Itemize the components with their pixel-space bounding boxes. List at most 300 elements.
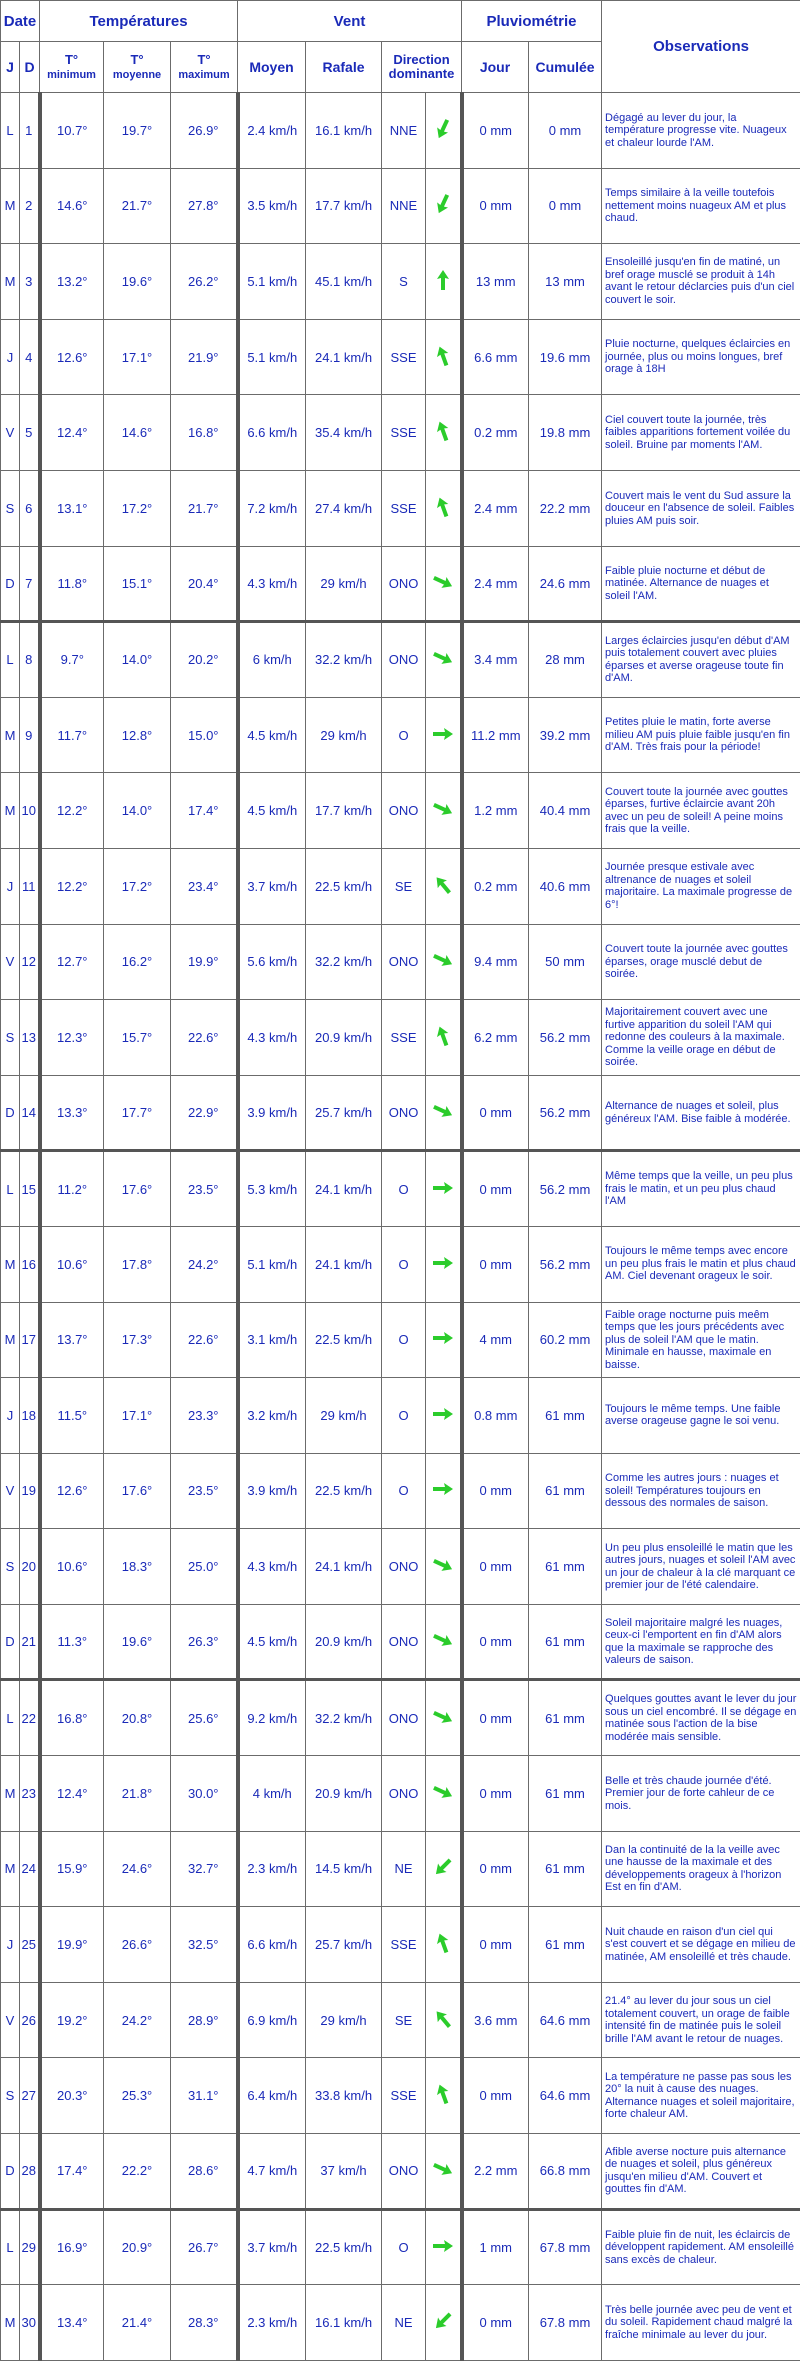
wind-arrow-icon [432,345,454,367]
temp-min: 11.3° [40,1604,104,1680]
rain-cumul: 61 mm [529,1378,602,1454]
wind-arrow-icon [432,723,454,745]
wind-gust: 25.7 km/h [306,1907,382,1983]
wind-direction: SE [382,1982,426,2058]
day-number: 20 [20,1529,40,1605]
temp-mean: 17.7° [104,1075,171,1151]
wind-gust: 17.7 km/h [306,773,382,849]
wind-gust: 22.5 km/h [306,1302,382,1378]
rain-cumul: 67.8 mm [529,2285,602,2361]
day-letter: M [1,244,20,320]
observation: Même temps que la veille, un peu plus frais le matin, et un peu plus chaud l'AM [602,1151,800,1227]
header-temperatures: Températures [40,1,238,42]
header-wind-direction: Direction dominante [382,42,462,93]
table-row [1,2285,800,2361]
day-letter: M [1,1756,20,1832]
wind-arrow-cell [426,244,462,320]
table-row [1,93,800,169]
temp-mean: 16.2° [104,924,171,1000]
day-number: 29 [20,2209,40,2285]
wind-arrow-cell [426,1378,462,1454]
day-letter: L [1,622,20,698]
temp-mean: 14.0° [104,622,171,698]
rain-day: 6.6 mm [462,319,529,395]
temp-min: 11.8° [40,546,104,622]
wind-mean: 6.9 km/h [238,1982,306,2058]
temp-min: 17.4° [40,2134,104,2210]
header-wind-gust: Rafale [306,42,382,93]
observation: Ensoleillé jusqu'en fin de matiné, un bref orage musclé se produit à 14h avant le retour déclarcies puis d'un ciel couvert le soir. [602,244,800,320]
day-letter: D [1,2134,20,2210]
day-number: 8 [20,622,40,698]
temp-mean: 21.7° [104,168,171,244]
rain-day: 6.2 mm [462,1000,529,1076]
day-letter: V [1,1453,20,1529]
observation: Un peu plus ensoleillé le matin que les autres jours, nuages et soleil l'AM avec un jour de chaleur à la clé marquant ce premier jour de l'été calendaire. [602,1529,800,1605]
rain-day: 4 mm [462,1302,529,1378]
table-row [1,1453,800,1529]
observation: Faible pluie nocturne et début de matinée. Alternance de nuages et soleil l'AM. [602,546,800,622]
wind-mean: 5.1 km/h [238,319,306,395]
day-number: 18 [20,1378,40,1454]
rain-day: 0 mm [462,1075,529,1151]
wind-direction: ONO [382,546,426,622]
temp-mean: 17.8° [104,1226,171,1302]
observation: Toujours le même temps avec encore un peu plus frais le matin et plus chaud AM. Ciel devenant orageux le soir. [602,1226,800,1302]
temp-mean: 19.6° [104,1604,171,1680]
wind-arrow-icon [432,1252,454,1274]
table-row [1,1000,800,1076]
day-number: 10 [20,773,40,849]
observation: Toujours le même temps. Une faible averse orageuse gagne le soi venu. [602,1378,800,1454]
day-letter: D [1,1604,20,1680]
temp-mean: 17.3° [104,1302,171,1378]
temp-min: 12.2° [40,848,104,924]
temp-max: 22.9° [171,1075,238,1151]
rain-day: 2.4 mm [462,470,529,546]
wind-arrow-cell [426,1982,462,2058]
wind-direction: ONO [382,924,426,1000]
wind-gust: 22.5 km/h [306,1453,382,1529]
table-row [1,1302,800,1378]
wind-mean: 6.4 km/h [238,2058,306,2134]
temp-max: 17.4° [171,773,238,849]
temp-min: 12.3° [40,1000,104,1076]
table-row [1,1831,800,1907]
table-row [1,395,800,471]
wind-direction: SSE [382,1000,426,1076]
wind-arrow-cell [426,1075,462,1151]
wind-arrow-icon [432,1478,454,1500]
day-number: 16 [20,1226,40,1302]
temp-max: 28.3° [171,2285,238,2361]
rain-cumul: 40.4 mm [529,773,602,849]
temp-mean: 22.2° [104,2134,171,2210]
day-number: 19 [20,1453,40,1529]
day-letter: L [1,1151,20,1227]
wind-arrow-cell [426,1831,462,1907]
header-pluviometrie: Pluviométrie [462,1,602,42]
wind-arrow-cell [426,622,462,698]
wind-gust: 22.5 km/h [306,848,382,924]
observation: Faible pluie fin de nuit, les éclaircis de développent rapidement. AM ensoleillé sans excès de chaleur. [602,2209,800,2285]
temp-max: 31.1° [171,2058,238,2134]
day-number: 27 [20,2058,40,2134]
wind-direction: ONO [382,1756,426,1832]
rain-day: 0 mm [462,1604,529,1680]
rain-day: 0 mm [462,1151,529,1227]
temp-min: 12.4° [40,395,104,471]
header-day-number: D [20,42,40,93]
wind-mean: 4.3 km/h [238,1529,306,1605]
wind-direction: NE [382,1831,426,1907]
temp-max: 21.9° [171,319,238,395]
wind-arrow-icon [432,798,454,820]
table-row [1,697,800,773]
table-row [1,2134,800,2210]
wind-direction: O [382,697,426,773]
wind-mean: 4.3 km/h [238,1000,306,1076]
day-number: 14 [20,1075,40,1151]
observation: Pluie nocturne, quelques éclaircies en journée, plus ou moins longues, bref orage à 18H [602,319,800,395]
rain-day: 0 mm [462,1453,529,1529]
wind-arrow-icon [432,269,454,291]
rain-cumul: 60.2 mm [529,1302,602,1378]
temp-min: 16.8° [40,1680,104,1756]
temp-min: 11.2° [40,1151,104,1227]
day-number: 1 [20,93,40,169]
table-row [1,244,800,320]
day-number: 24 [20,1831,40,1907]
wind-arrow-cell [426,924,462,1000]
wind-arrow-cell [426,1529,462,1605]
wind-gust: 24.1 km/h [306,319,382,395]
rain-day: 0 mm [462,1226,529,1302]
wind-arrow-icon [432,1706,454,1728]
table-row [1,319,800,395]
temp-min: 15.9° [40,1831,104,1907]
temp-max: 23.5° [171,1151,238,1227]
temp-max: 32.5° [171,1907,238,1983]
wind-arrow-icon [432,1327,454,1349]
wind-arrow-cell [426,697,462,773]
temp-max: 22.6° [171,1000,238,1076]
day-letter: M [1,1302,20,1378]
temp-min: 12.4° [40,1756,104,1832]
wind-direction: SSE [382,470,426,546]
rain-cumul: 67.8 mm [529,2209,602,2285]
wind-mean: 2.3 km/h [238,2285,306,2361]
wind-gust: 20.9 km/h [306,1604,382,1680]
temp-min: 13.3° [40,1075,104,1151]
wind-direction: O [382,1226,426,1302]
wind-arrow-cell [426,319,462,395]
wind-arrow-cell [426,1453,462,1529]
day-number: 9 [20,697,40,773]
header-rain-cumul: Cumulée [529,42,602,93]
temp-mean: 20.9° [104,2209,171,2285]
wind-arrow-cell [426,848,462,924]
temp-min: 10.6° [40,1529,104,1605]
wind-mean: 4.5 km/h [238,1604,306,1680]
rain-cumul: 61 mm [529,1529,602,1605]
header-vent: Vent [238,1,462,42]
day-letter: M [1,1831,20,1907]
temp-min: 20.3° [40,2058,104,2134]
wind-arrow-icon [432,1554,454,1576]
wind-arrow-cell [426,1604,462,1680]
temp-mean: 17.1° [104,319,171,395]
observation: Larges éclaircies jusqu'en début d'AM puis totalement couvert avec pluies éparses et averse orageuse toute fin d'AM. [602,622,800,698]
wind-arrow-cell [426,470,462,546]
temp-min: 13.4° [40,2285,104,2361]
rain-cumul: 22.2 mm [529,470,602,546]
wind-direction: O [382,1453,426,1529]
observation: Soleil majoritaire malgré les nuages, ceux-ci l'emportent en fin d'AM alors que la maximale se rapproche des valeurs de saison. [602,1604,800,1680]
temp-min: 14.6° [40,168,104,244]
temp-mean: 14.6° [104,395,171,471]
temp-mean: 21.4° [104,2285,171,2361]
rain-day: 9.4 mm [462,924,529,1000]
observation: Majoritairement couvert avec une furtive apparition du soleil l'AM qui redonne des couleurs à la maximale. Comme la veille orage en début de soirée. [602,1000,800,1076]
table-row [1,1907,800,1983]
table-row [1,1982,800,2058]
temp-max: 20.4° [171,546,238,622]
wind-gust: 29 km/h [306,1982,382,2058]
day-number: 21 [20,1604,40,1680]
temp-max: 28.9° [171,1982,238,2058]
wind-arrow-cell [426,2058,462,2134]
table-row [1,773,800,849]
rain-day: 0 mm [462,1529,529,1605]
wind-gust: 16.1 km/h [306,2285,382,2361]
wind-arrow-cell [426,773,462,849]
rain-cumul: 66.8 mm [529,2134,602,2210]
wind-direction: NNE [382,168,426,244]
wind-mean: 4.5 km/h [238,697,306,773]
temp-min: 16.9° [40,2209,104,2285]
rain-day: 1 mm [462,2209,529,2285]
wind-direction: O [382,1151,426,1227]
observation: Couvert mais le vent du Sud assure la douceur en l'absence de soleil. Faibles pluies AM puis soir. [602,470,800,546]
wind-gust: 22.5 km/h [306,2209,382,2285]
wind-mean: 4.3 km/h [238,546,306,622]
temp-mean: 17.1° [104,1378,171,1454]
wind-arrow-icon [432,1100,454,1122]
wind-mean: 5.3 km/h [238,1151,306,1227]
header-observations: Observations [602,1,800,93]
temp-mean: 15.1° [104,546,171,622]
wind-mean: 6 km/h [238,622,306,698]
rain-day: 2.4 mm [462,546,529,622]
wind-gust: 14.5 km/h [306,1831,382,1907]
rain-cumul: 19.6 mm [529,319,602,395]
observation: Ciel couvert toute la journée, très faibles apparitions fortement voilée du soleil. Bruine par moments l'AM. [602,395,800,471]
wind-gust: 20.9 km/h [306,1756,382,1832]
temp-mean: 25.3° [104,2058,171,2134]
wind-gust: 25.7 km/h [306,1075,382,1151]
observation: Dan la continuité de la la veille avec une hausse de la maximale et des développements orageux à l'horizon Est en fin d'AM. [602,1831,800,1907]
observation: Afible averse nocture puis alternance de nuages et soleil, plus généreux jusqu'en milieu d'AM. Couvert et gouttes fin d'AM. [602,2134,800,2210]
wind-arrow-cell [426,1756,462,1832]
rain-cumul: 13 mm [529,244,602,320]
wind-mean: 3.1 km/h [238,1302,306,1378]
temp-max: 24.2° [171,1226,238,1302]
table-row [1,546,800,622]
wind-mean: 3.9 km/h [238,1075,306,1151]
temp-mean: 19.6° [104,244,171,320]
rain-day: 3.4 mm [462,622,529,698]
observation: Dégagé au lever du jour, la température progresse vite. Nuageux et chaleur lourde l'AM. [602,93,800,169]
temp-max: 28.6° [171,2134,238,2210]
day-number: 6 [20,470,40,546]
day-number: 17 [20,1302,40,1378]
rain-day: 0.2 mm [462,395,529,471]
wind-arrow-cell [426,395,462,471]
rain-day: 0 mm [462,93,529,169]
observation: Alternance de nuages et soleil, plus généreux l'AM. Bise faible à modérée. [602,1075,800,1151]
wind-mean: 5.1 km/h [238,1226,306,1302]
rain-cumul: 64.6 mm [529,1982,602,2058]
table-row [1,1604,800,1680]
temp-max: 26.3° [171,1604,238,1680]
rain-cumul: 28 mm [529,622,602,698]
wind-gust: 32.2 km/h [306,622,382,698]
wind-arrow-icon [432,1781,454,1803]
rain-cumul: 56.2 mm [529,1075,602,1151]
wind-gust: 24.1 km/h [306,1151,382,1227]
rain-day: 0.2 mm [462,848,529,924]
wind-gust: 32.2 km/h [306,1680,382,1756]
temp-min: 12.6° [40,319,104,395]
wind-arrow-icon [432,571,454,593]
temp-mean: 24.2° [104,1982,171,2058]
wind-mean: 4.5 km/h [238,773,306,849]
temp-mean: 19.7° [104,93,171,169]
temp-min: 9.7° [40,622,104,698]
wind-arrow-icon [432,420,454,442]
rain-cumul: 61 mm [529,1680,602,1756]
wind-mean: 3.7 km/h [238,2209,306,2285]
wind-direction: SSE [382,395,426,471]
temp-mean: 15.7° [104,1000,171,1076]
observation: Quelques gouttes avant le lever du jour sous un ciel encombré. Il se dégage en matinée sous l'action de la bise modérée mais sensible. [602,1680,800,1756]
temp-min: 12.6° [40,1453,104,1529]
rain-cumul: 56.2 mm [529,1226,602,1302]
rain-day: 0 mm [462,168,529,244]
day-number: 3 [20,244,40,320]
temp-min: 10.7° [40,93,104,169]
temp-max: 26.2° [171,244,238,320]
wind-direction: SSE [382,319,426,395]
table-row [1,168,800,244]
day-number: 22 [20,1680,40,1756]
day-number: 11 [20,848,40,924]
day-number: 5 [20,395,40,471]
day-letter: S [1,2058,20,2134]
day-letter: S [1,1529,20,1605]
day-letter: L [1,2209,20,2285]
rain-cumul: 61 mm [529,1453,602,1529]
temp-mean: 14.0° [104,773,171,849]
day-number: 30 [20,2285,40,2361]
rain-cumul: 50 mm [529,924,602,1000]
wind-arrow-cell [426,1680,462,1756]
wind-arrow-icon [432,2083,454,2105]
rain-day: 0.8 mm [462,1378,529,1454]
wind-arrow-cell [426,1302,462,1378]
temp-mean: 20.8° [104,1680,171,1756]
table-row [1,2058,800,2134]
rain-cumul: 19.8 mm [529,395,602,471]
wind-mean: 3.9 km/h [238,1453,306,1529]
rain-cumul: 24.6 mm [529,546,602,622]
table-row [1,1529,800,1605]
day-letter: V [1,1982,20,2058]
temp-mean: 17.2° [104,848,171,924]
rain-cumul: 61 mm [529,1831,602,1907]
day-letter: L [1,1680,20,1756]
observation: Très belle journée avec peu de vent et du soleil. Rapidement chaud malgré la fraîche minimale au lever du jour. [602,2285,800,2361]
table-row [1,1756,800,1832]
wind-mean: 6.6 km/h [238,395,306,471]
rain-cumul: 0 mm [529,168,602,244]
wind-direction: SE [382,848,426,924]
temp-mean: 21.8° [104,1756,171,1832]
wind-mean: 5.6 km/h [238,924,306,1000]
rain-day: 0 mm [462,2058,529,2134]
temp-min: 11.7° [40,697,104,773]
wind-arrow-icon [432,874,454,896]
observation: Journée presque estivale avec altrenance de nuages et soleil majoritaire. La maximale progresse de 6°! [602,848,800,924]
wind-arrow-cell [426,93,462,169]
day-letter: M [1,2285,20,2361]
temp-max: 25.6° [171,1680,238,1756]
wind-direction: S [382,244,426,320]
day-letter: M [1,1226,20,1302]
temp-mean: 12.8° [104,697,171,773]
temp-max: 23.5° [171,1453,238,1529]
table-row [1,622,800,698]
wind-mean: 9.2 km/h [238,1680,306,1756]
temp-min: 12.7° [40,924,104,1000]
day-letter: L [1,93,20,169]
wind-direction: O [382,2209,426,2285]
rain-day: 13 mm [462,244,529,320]
wind-arrow-icon [432,2008,454,2030]
table-row [1,924,800,1000]
wind-arrow-icon [432,647,454,669]
wind-gust: 20.9 km/h [306,1000,382,1076]
rain-day: 11.2 mm [462,697,529,773]
temp-max: 22.6° [171,1302,238,1378]
day-number: 12 [20,924,40,1000]
header-day-letter: J [1,42,20,93]
temp-mean: 17.6° [104,1151,171,1227]
wind-gust: 17.7 km/h [306,168,382,244]
temp-max: 21.7° [171,470,238,546]
wind-gust: 32.2 km/h [306,924,382,1000]
table-row [1,1075,800,1151]
temp-max: 23.3° [171,1378,238,1454]
temp-min: 19.9° [40,1907,104,1983]
wind-arrow-icon [432,1629,454,1651]
wind-arrow-icon [432,1932,454,1954]
wind-mean: 2.3 km/h [238,1831,306,1907]
wind-gust: 24.1 km/h [306,1529,382,1605]
wind-arrow-icon [432,193,454,215]
observation: Petites pluie le matin, forte averse milieu AM puis pluie faible jusqu'en fin d'AM. Très frais pour la période! [602,697,800,773]
